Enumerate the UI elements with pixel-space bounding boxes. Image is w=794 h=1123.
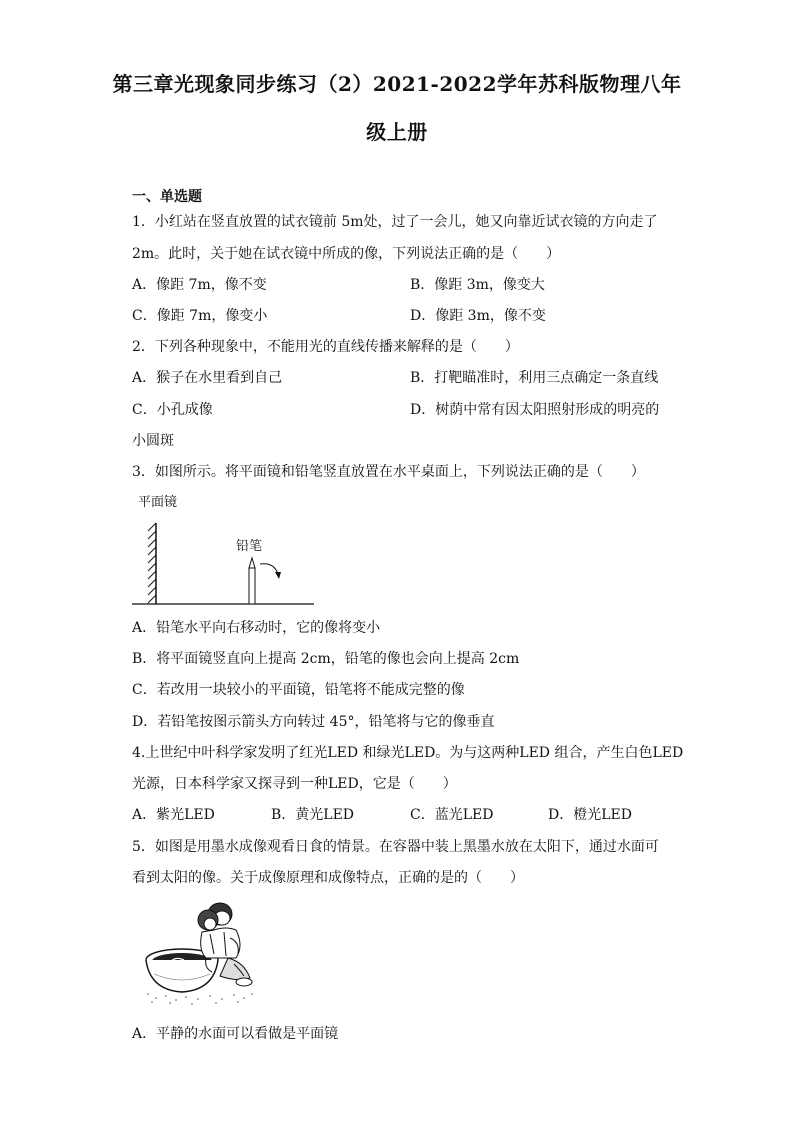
question-4-option-b: B．黄光LED [271, 807, 355, 823]
question-1-option-b: B．像距 3m，像变大 [410, 277, 545, 293]
question-3-option-d: D．若铅笔按图示箭头方向转过 45°，铅笔将与它的像垂直 [132, 714, 495, 730]
question-4-option-c: C．蓝光LED [410, 807, 494, 823]
question-2-option-c: C．小孔成像 [132, 402, 213, 418]
document-title-line-2: 级上册 [366, 120, 428, 144]
document-title-line-1: 第三章光现象同步练习（2）2021-2022学年苏科版物理八年 [112, 72, 682, 96]
question-5-text-line-2: 看到太阳的像。关于成像原理和成像特点，正确的是的（ ） [132, 870, 524, 886]
question-4-text-line-1: 4.上世纪中叶科学家发明了红光LED 和绿光LED。为与这两种LED 组合，产生白色LED [132, 745, 684, 761]
question-1-option-c: C．像距 7m，像变小 [132, 308, 268, 324]
question-5-option-a: A．平静的水面可以看做是平面镜 [132, 1026, 339, 1042]
question-2-option-d: D．树荫中常有因太阳照射形成的明亮的 [410, 402, 660, 418]
question-3-text: 3．如图所示。将平面镜和铅笔竖直放置在水平桌面上，下列说法正确的是（ ） [132, 464, 645, 480]
ground-texture [147, 993, 253, 1005]
question-3-option-b: B．将平面镜竖直向上提高 2cm，铅笔的像也会向上提高 2cm [132, 651, 520, 667]
question-2-option-d-continuation: 小圆斑 [132, 433, 174, 449]
question-1-option-a: A．像距 7m，像不变 [132, 277, 267, 293]
question-1-text-line-1: 1．小红站在竖直放置的试衣镜前 5m处，过了一会儿，她又向靠近试衣镜的方向走了 [132, 214, 658, 230]
question-2-option-a: A．猴子在水里看到自己 [132, 370, 283, 386]
question-2-option-b: B．打靶瞄准时，利用三点确定一条直线 [410, 370, 659, 386]
question-3-option-c: C．若改用一块较小的平面镜，铅笔将不能成完整的像 [132, 682, 465, 698]
question-3-option-a: A．铅笔水平向右移动时，它的像将变小 [132, 620, 381, 636]
question-4-option-a: A．紫光LED [132, 807, 215, 823]
rotation-arrow-icon [260, 564, 281, 579]
question-4-option-d: D．橙光LED [548, 807, 632, 823]
mirror-pencil-figure [128, 488, 328, 608]
pencil [249, 558, 255, 604]
question-1-text-line-2: 2m。此时，关于她在试衣镜中所成的像，下列说法正确的是（ ） [132, 246, 561, 262]
question-1-option-d: D．像距 3m，像不变 [410, 308, 546, 324]
mirror-label: 平面镜 [138, 495, 178, 510]
eclipse-observation-illustration [140, 898, 260, 1006]
pencil-label: 铅笔 [236, 539, 263, 554]
question-5-text-line-1: 5．如图是用墨水成像观看日食的情景。在容器中装上黑墨水放在太阳下，通过水面可 [132, 839, 659, 855]
question-2-text: 2．下列各种现象中，不能用光的直线传播来解释的是（ ） [132, 339, 519, 355]
question-4-text-line-2: 光源，日本科学家又探寻到一种LED，它是（ ） [132, 776, 457, 792]
section-heading: 一、单选题 [132, 189, 202, 205]
plane-mirror [148, 523, 156, 604]
